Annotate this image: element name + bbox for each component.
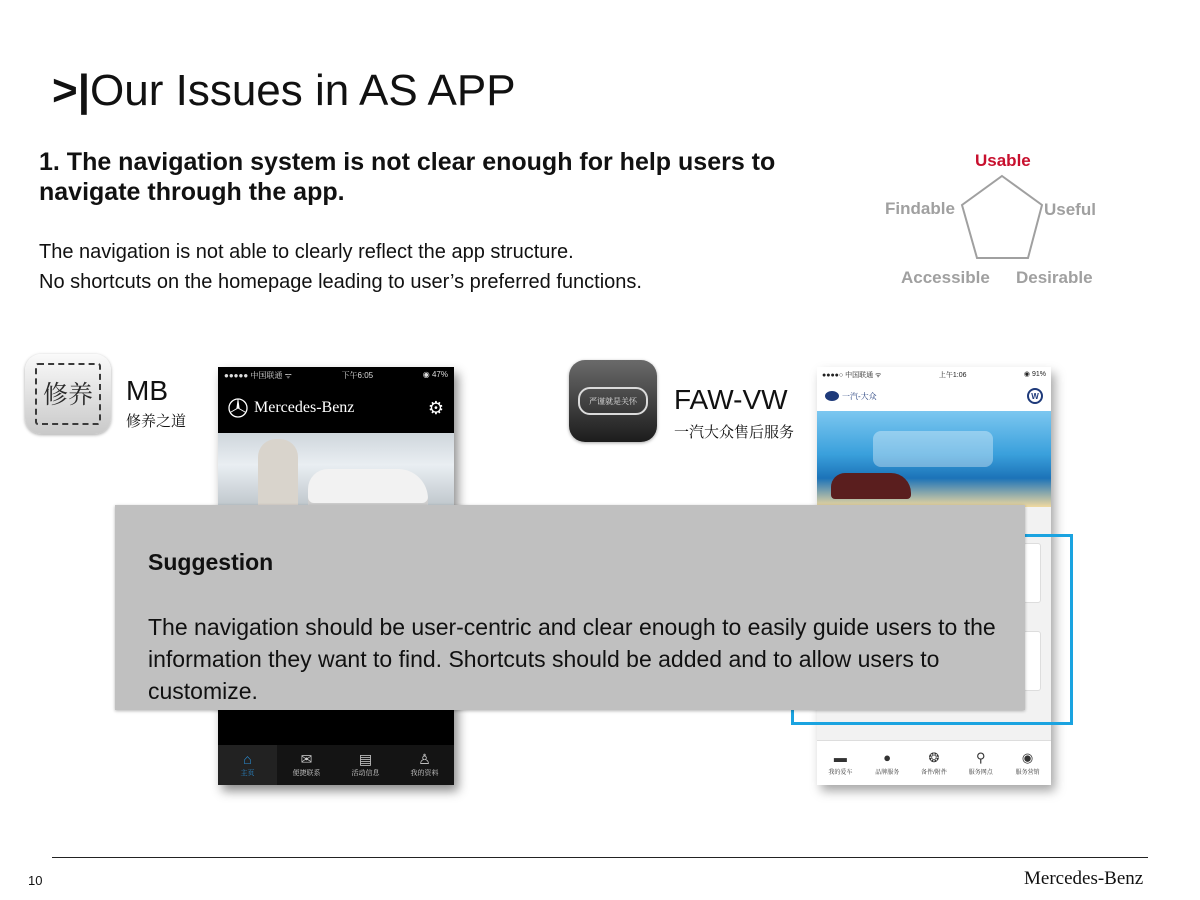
service-icon: ◉ bbox=[1021, 749, 1034, 765]
suggestion-heading: Suggestion bbox=[148, 549, 274, 575]
faw-logos bbox=[825, 391, 877, 402]
mb-app-name: MB bbox=[126, 375, 168, 406]
mb-tab-label: 活动信息 bbox=[351, 770, 380, 777]
mb-app-header bbox=[218, 383, 454, 433]
faw-tab-label: 我的爱车 bbox=[828, 769, 853, 776]
mb-brand-text: Mercedes-Benz bbox=[254, 399, 355, 416]
issue-heading: 1. The navigation system is not clear enough for help users to navigate through the app. bbox=[39, 148, 776, 206]
mb-status-carrier: ●●●●● 中国联通 ᯤ bbox=[224, 371, 292, 380]
user-icon: ♙ bbox=[418, 751, 431, 767]
mb-tab-label: 主页 bbox=[240, 770, 255, 777]
mb-status-battery: ◉ 47% bbox=[422, 370, 448, 379]
banner-car bbox=[831, 473, 911, 499]
car-icon: ▬ bbox=[833, 749, 847, 765]
footer-brand: Mercedes-Benz bbox=[1024, 868, 1144, 889]
mb-tab-label: 便捷联系 bbox=[292, 770, 321, 777]
suggestion-box bbox=[115, 505, 1025, 710]
faw-promo-banner[interactable] bbox=[817, 411, 1051, 507]
faw-app-header bbox=[817, 381, 1051, 411]
faw-app-badge: 严谨就是关怀 bbox=[578, 387, 648, 415]
faw-tab-label: 服务营销 bbox=[1015, 769, 1040, 776]
mb-hero-photo bbox=[218, 433, 454, 513]
faw-tab-dealers[interactable] bbox=[957, 741, 1004, 785]
mb-brand bbox=[228, 398, 354, 418]
honeycomb-accessible: Accessible bbox=[901, 268, 990, 287]
mb-app-subtitle: 修养之道 bbox=[126, 413, 187, 430]
document-icon: ▤ bbox=[358, 751, 373, 767]
title-text: Our Issues in AS APP bbox=[90, 66, 516, 115]
vw-logo-icon: W bbox=[1027, 388, 1043, 404]
mb-tab-events[interactable] bbox=[336, 745, 395, 785]
faw-status-battery: ◉ 91% bbox=[1023, 371, 1046, 378]
faw-tab-bar bbox=[817, 740, 1051, 785]
faw-tab-label: 服务网点 bbox=[968, 769, 993, 776]
faw-tab-brand-service[interactable] bbox=[864, 741, 911, 785]
faw-status-time: 上午1:06 bbox=[938, 372, 967, 379]
faw-app-name: FAW-VW bbox=[674, 384, 788, 415]
mb-tab-home[interactable] bbox=[218, 745, 277, 785]
wheel-icon: ❂ bbox=[928, 749, 940, 765]
compass-icon: ● bbox=[883, 749, 892, 765]
settings-gear-icon[interactable]: ⚙ bbox=[427, 397, 444, 418]
faw-tab-parts[interactable] bbox=[911, 741, 958, 785]
faw-logo-icon bbox=[825, 391, 839, 401]
mb-tab-bar bbox=[218, 745, 454, 785]
description-line-1: The navigation is not able to clearly reflect the app structure. bbox=[39, 241, 574, 263]
faw-app-icon bbox=[569, 360, 657, 442]
honeycomb-usable: Usable bbox=[975, 151, 1031, 170]
faw-tab-marketing[interactable] bbox=[1004, 741, 1051, 785]
faw-tab-label: 品牌服务 bbox=[875, 769, 900, 776]
page-number: 10 bbox=[28, 873, 43, 888]
ux-honeycomb-pentagon-icon bbox=[950, 170, 1060, 270]
description-line-2: No shortcuts on the homepage leading to user’s preferred functions. bbox=[39, 271, 642, 293]
location-pin-icon: ⚲ bbox=[976, 749, 986, 765]
faw-status-bar bbox=[817, 367, 1051, 381]
honeycomb-desirable: Desirable bbox=[1016, 268, 1093, 287]
mail-icon: ✉ bbox=[300, 751, 313, 767]
faw-status-carrier: ●●●●○ 中国联通 ᯤ bbox=[822, 372, 882, 379]
mb-tab-label: 我的资料 bbox=[410, 770, 439, 777]
title-mark: >| bbox=[52, 66, 91, 115]
mercedes-star-icon bbox=[228, 398, 248, 418]
mb-app-glyph: 修养 bbox=[35, 363, 101, 425]
mb-status-bar bbox=[218, 367, 454, 383]
honeycomb-findable: Findable bbox=[885, 199, 955, 218]
banner-headline-graphic bbox=[873, 431, 993, 467]
mb-status-time: 下午6:05 bbox=[341, 371, 374, 380]
faw-app-subtitle: 一汽大众售后服务 bbox=[674, 424, 795, 441]
faw-tab-my-car[interactable] bbox=[817, 741, 864, 785]
mb-app-icon bbox=[25, 354, 111, 434]
mb-tab-contact[interactable] bbox=[277, 745, 336, 785]
faw-brand-text: 一汽-大众 bbox=[842, 391, 877, 401]
honeycomb-useful: Useful bbox=[1044, 200, 1096, 219]
mb-tab-profile[interactable] bbox=[395, 745, 454, 785]
faw-tab-label: 备件/附件 bbox=[921, 769, 947, 776]
hero-car bbox=[308, 469, 428, 509]
slide-title bbox=[52, 66, 516, 116]
suggestion-text: The navigation should be user-centric and clear enough to easily guide users to the information they want to find. Shortcuts should be added and to allow users to customize. bbox=[148, 614, 996, 704]
issue-description bbox=[39, 237, 642, 297]
footer-divider bbox=[52, 857, 1148, 858]
home-icon: ⌂ bbox=[243, 751, 252, 767]
